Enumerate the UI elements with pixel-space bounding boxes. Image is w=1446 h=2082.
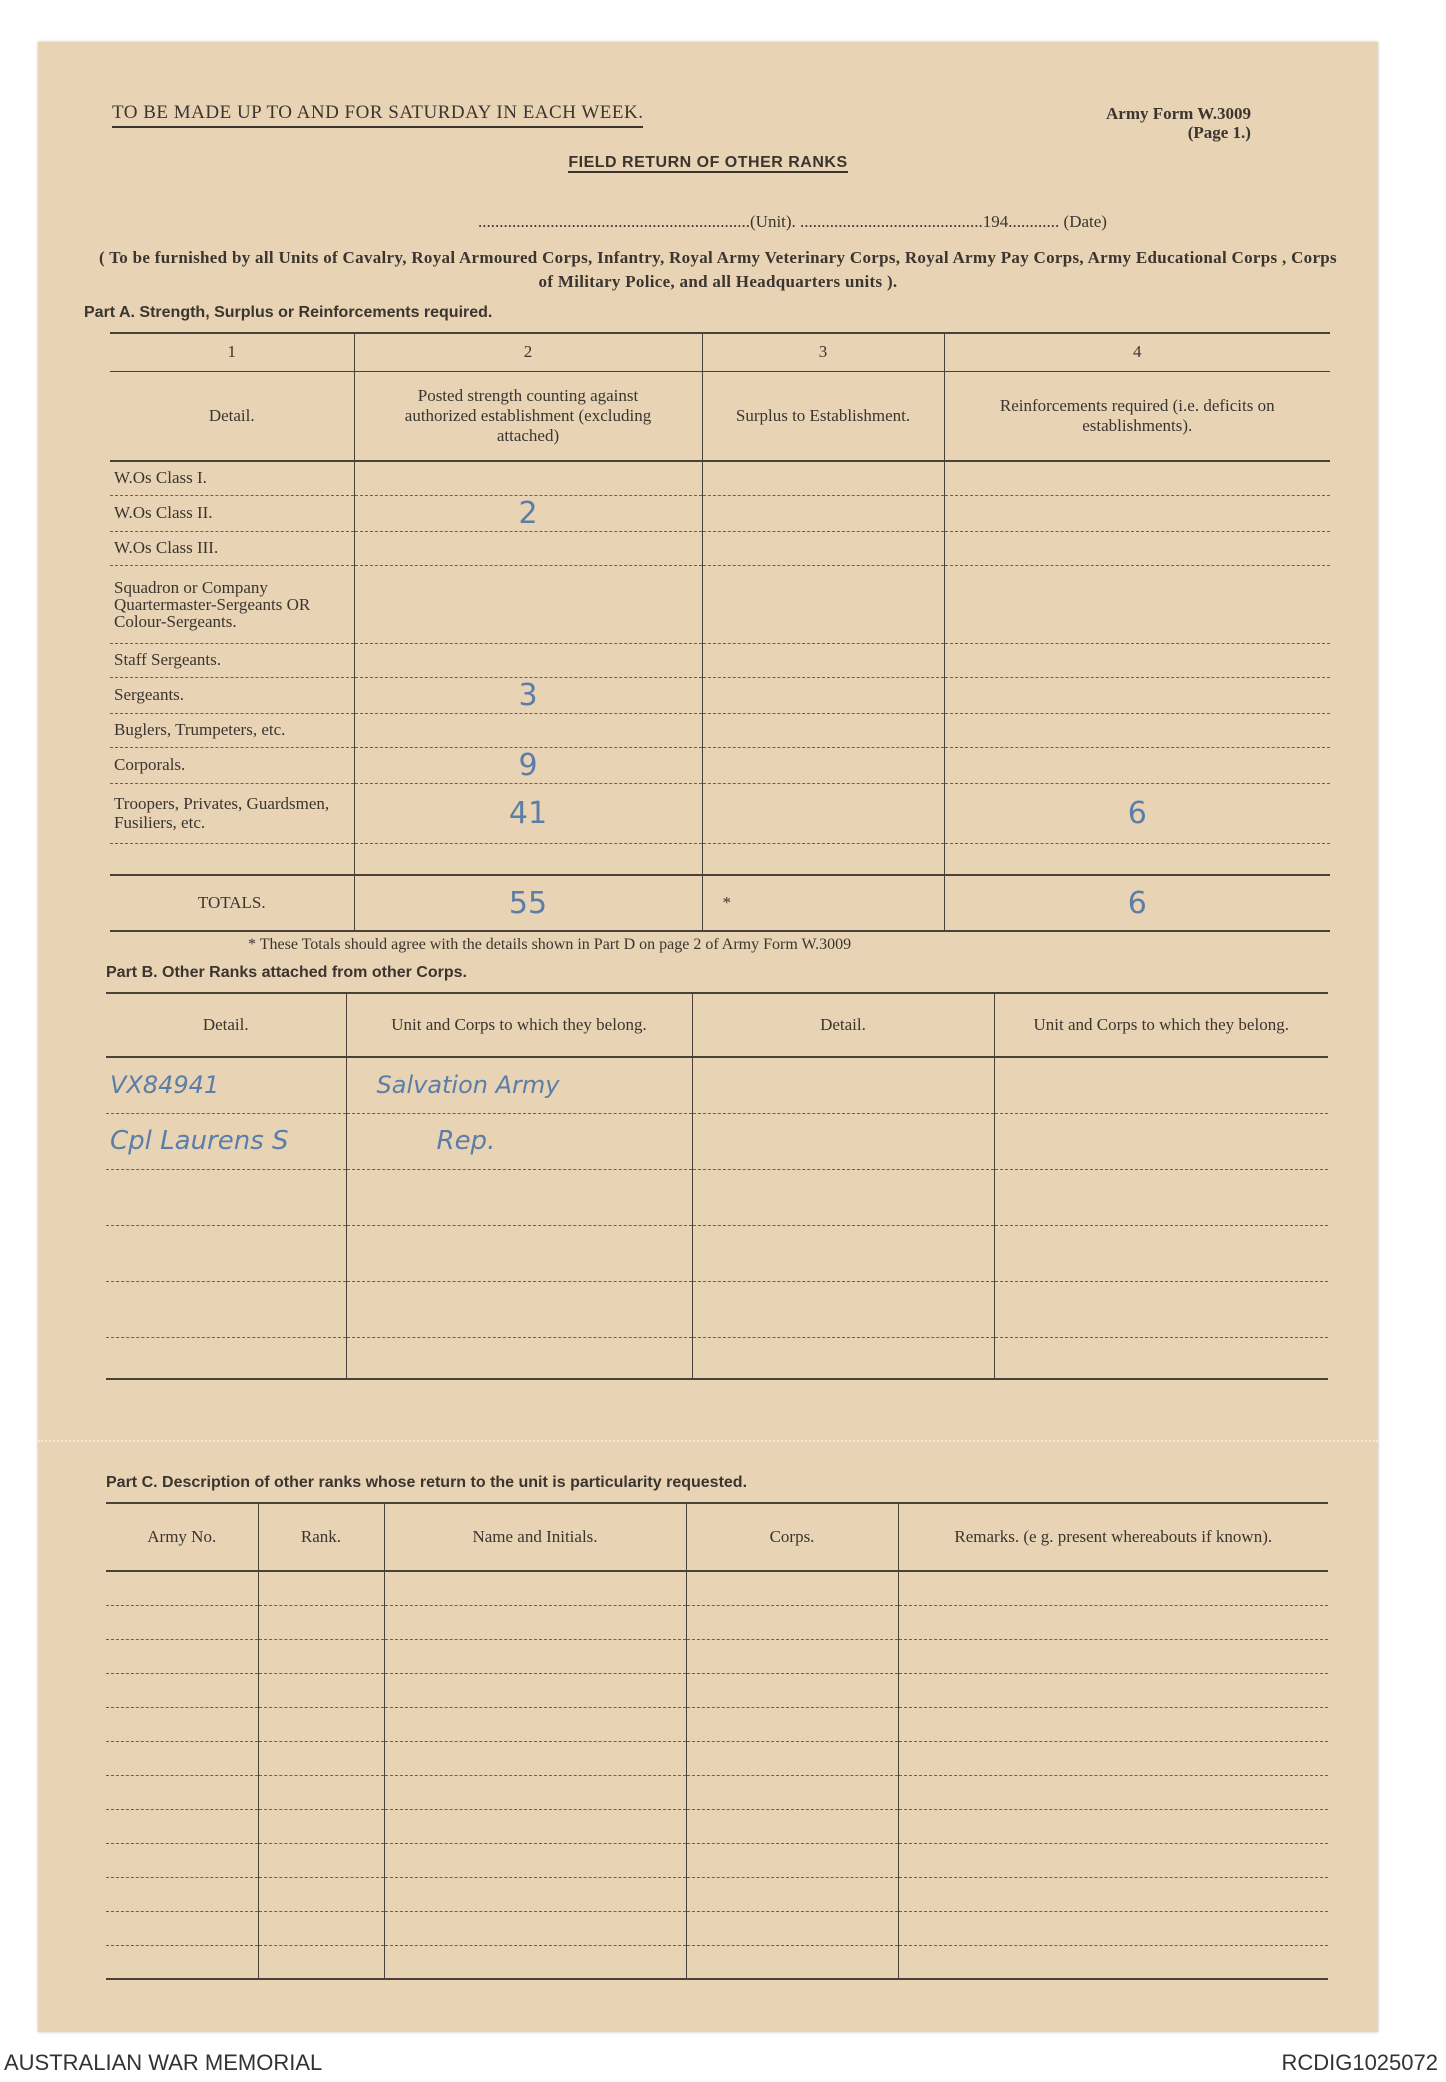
part-c-heading: Part C. Description of other ranks whose return to the unit is particularity requested. [106, 1474, 748, 1491]
col-header-corps: Corps. [686, 1503, 898, 1571]
table-row: Corporals. 9 [110, 747, 1330, 783]
table-row [106, 1843, 1328, 1877]
instruction-heading: TO BE MADE UP TO AND FOR SATURDAY IN EACH WEEK. [112, 102, 643, 128]
col-header-rank: Rank. [258, 1503, 384, 1571]
unit-label: (Unit). [750, 212, 796, 231]
table-row: W.Os Class I. [110, 461, 1330, 495]
table-row: VX84941 Salvation Army [106, 1057, 1328, 1113]
form-title: FIELD RETURN OF OTHER RANKS [568, 154, 848, 171]
form-sheet [38, 42, 1378, 2032]
form-number [1106, 104, 1251, 142]
column-number-row [110, 333, 1330, 371]
table-row [106, 1911, 1328, 1945]
table-row [106, 1673, 1328, 1707]
totals-footnote: * These Totals should agree with the details shown in Part D on page 2 of Army Form W.3009 [248, 936, 852, 953]
table-row: Staff Sergeants. [110, 643, 1330, 677]
form-number-label: Army Form W.3009 [1106, 104, 1251, 123]
table-row [106, 1775, 1328, 1809]
col-header-unit-corps-2: Unit and Corps to which they belong. [994, 993, 1328, 1057]
column-header-row [110, 371, 1330, 461]
table-row [106, 1945, 1328, 1979]
col-number-1: 1 [110, 333, 354, 371]
col-header-posted: Posted strength counting against authorized establishment (excluding attached) [354, 371, 702, 461]
table-row [106, 1605, 1328, 1639]
totals-row [110, 875, 1330, 931]
col-header-name: Name and Initials. [384, 1503, 686, 1571]
table-row [106, 1877, 1328, 1911]
archive-caption-right: RCDIG1025072 [1281, 2050, 1438, 2075]
col-header-surplus: Surplus to Establishment. [702, 371, 944, 461]
col-header-detail-2: Detail. [692, 993, 994, 1057]
col-number-2: 2 [354, 333, 702, 371]
year-prefix: 194 [982, 212, 1009, 231]
part-c-table [106, 1502, 1328, 1980]
table-row [106, 1281, 1328, 1337]
col-number-4: 4 [944, 333, 1330, 371]
totals-label: TOTALS. [110, 875, 354, 931]
part-b-table [106, 992, 1328, 1380]
part-b-heading: Part B. Other Ranks attached from other Corps. [106, 964, 467, 981]
table-row [106, 1809, 1328, 1843]
totals-posted: 55 [354, 875, 702, 931]
table-row [106, 1639, 1328, 1673]
archive-caption-left: AUSTRALIAN WAR MEMORIAL [4, 2050, 323, 2075]
col-header-detail: Detail. [106, 993, 346, 1057]
table-row: W.Os Class III. [110, 531, 1330, 565]
col-number-3: 3 [702, 333, 944, 371]
table-row [110, 843, 1330, 875]
totals-surplus: * [702, 875, 944, 931]
table-row [106, 1741, 1328, 1775]
table-row: Sergeants. 3 [110, 677, 1330, 713]
totals-reinforcements: 6 [944, 875, 1330, 931]
part-a-table [110, 332, 1330, 932]
column-header-row [106, 993, 1328, 1057]
table-row: Buglers, Trumpeters, etc. [110, 713, 1330, 747]
table-row: W.Os Class II. 2 [110, 495, 1330, 531]
col-header-detail: Detail. [110, 371, 354, 461]
table-row [106, 1571, 1328, 1605]
table-row: Cpl Laurens S Rep. [106, 1113, 1328, 1169]
furnish-note: ( To be furnished by all Units of Cavalry, Royal Armoured Corps, Infantry, Royal Army Veterinary Corps, Royal Army Pay Corps, Army Educational Corps , Corps of Military Police, and all Headquarters units ). [99, 248, 1337, 291]
col-header-army-no: Army No. [106, 1503, 258, 1571]
perforation-line [38, 1440, 1378, 1442]
col-header-remarks: Remarks. (e g. present whereabouts if known). [898, 1503, 1328, 1571]
column-header-row [106, 1503, 1328, 1571]
unit-date-line: ................................................................(Unit). ...........................................194............ (Date) [478, 212, 1107, 231]
col-header-reinforcements: Reinforcements required (i.e. deficits on establishments). [944, 371, 1330, 461]
table-row [106, 1225, 1328, 1281]
table-row [106, 1337, 1328, 1379]
table-row: Squadron or Company Quartermaster-Sergeants OR Colour-Sergeants. [110, 565, 1330, 643]
table-row [106, 1169, 1328, 1225]
page-label: (Page 1.) [1187, 123, 1251, 142]
col-header-unit-corps: Unit and Corps to which they belong. [346, 993, 692, 1057]
table-row: Troopers, Privates, Guardsmen, Fusiliers, etc. 41 6 [110, 783, 1330, 843]
part-a-heading: Part A. Strength, Surplus or Reinforcements required. [84, 304, 493, 321]
date-label: (Date) [1063, 212, 1107, 231]
table-row [106, 1707, 1328, 1741]
